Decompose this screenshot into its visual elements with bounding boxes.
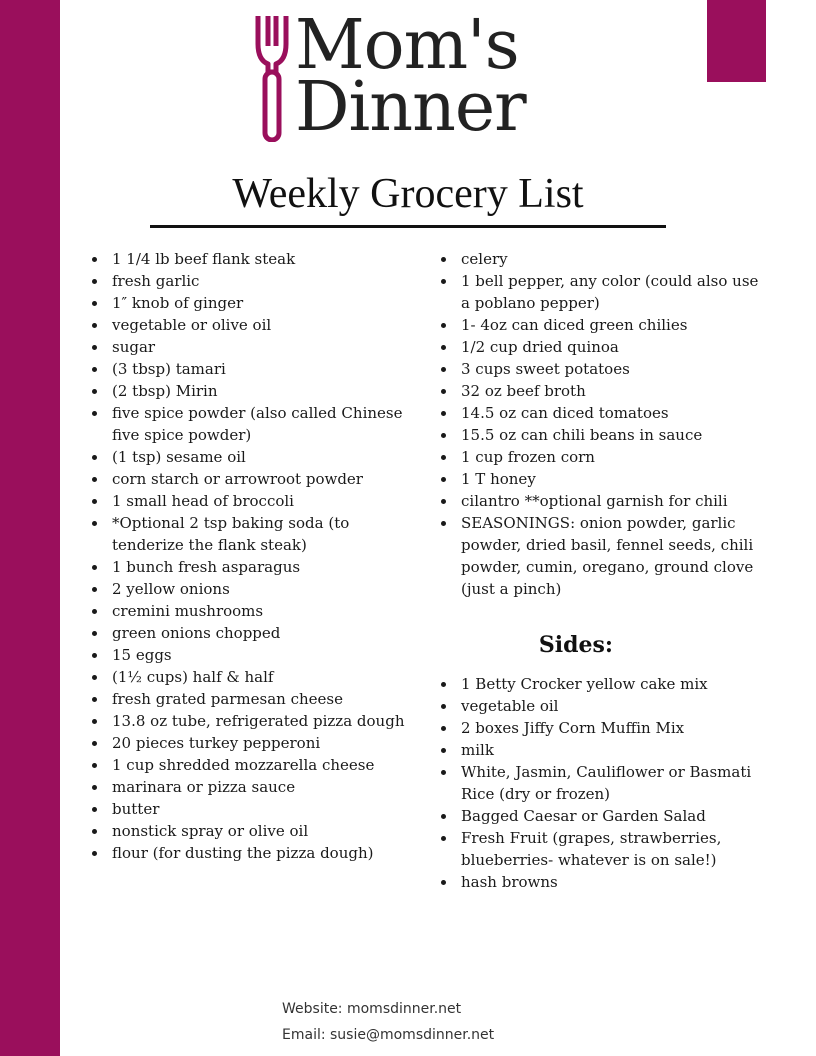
list-item: 32 oz beef broth xyxy=(441,380,771,402)
list-item: 15.5 oz can chili beans in sauce xyxy=(441,424,771,446)
grocery-list-left xyxy=(92,248,422,864)
list-item: 15 eggs xyxy=(92,644,422,666)
title-underline xyxy=(150,225,666,228)
list-item: cilantro **optional garnish for chili xyxy=(441,490,771,512)
list-item: cremini mushrooms xyxy=(92,600,422,622)
list-item: 2 yellow onions xyxy=(92,578,422,600)
list-item: SEASONINGS: onion powder, garlic powder, dried basil, fennel seeds, chili powder, cumin, oregano, ground clove (just a pinch) xyxy=(441,512,771,600)
list-item: marinara or pizza sauce xyxy=(92,776,422,798)
page-title: Weekly Grocery List xyxy=(232,171,584,217)
moms-dinner-logo xyxy=(255,8,575,148)
list-item: White, Jasmin, Cauliflower or Basmati Rice (dry or frozen) xyxy=(441,761,771,805)
list-item: hash browns xyxy=(441,871,771,893)
list-item: 1 small head of broccoli xyxy=(92,490,422,512)
list-item: 2 boxes Jiffy Corn Muffin Mix xyxy=(441,717,771,739)
list-item: sugar xyxy=(92,336,422,358)
list-item: butter xyxy=(92,798,422,820)
sides-heading: Sides: xyxy=(538,632,614,658)
list-item: 14.5 oz can diced tomatoes xyxy=(441,402,771,424)
list-item: green onions chopped xyxy=(92,622,422,644)
list-item: 1- 4oz can diced green chilies xyxy=(441,314,771,336)
list-item: (2 tbsp) Mirin xyxy=(92,380,422,402)
list-item: fresh garlic xyxy=(92,270,422,292)
list-item: (3 tbsp) tamari xyxy=(92,358,422,380)
list-item: (1½ cups) half & half xyxy=(92,666,422,688)
list-item: corn starch or arrowroot powder xyxy=(92,468,422,490)
list-item: fresh grated parmesan cheese xyxy=(92,688,422,710)
fork-icon xyxy=(255,14,289,142)
list-item: 1 T honey xyxy=(441,468,771,490)
list-item: Bagged Caesar or Garden Salad xyxy=(441,805,771,827)
list-item: (1 tsp) sesame oil xyxy=(92,446,422,468)
list-item: celery xyxy=(441,248,771,270)
list-item: 1 Betty Crocker yellow cake mix xyxy=(441,673,771,695)
list-item: *Optional 2 tsp baking soda (to tenderize the flank steak) xyxy=(92,512,422,556)
footer-website: Website: momsdinner.net xyxy=(282,1001,462,1017)
list-item: 1 bell pepper, any color (could also use a poblano pepper) xyxy=(441,270,771,314)
list-item: Fresh Fruit (grapes, strawberries, blueberries- whatever is on sale!) xyxy=(441,827,771,871)
left-accent-bar xyxy=(0,0,60,1056)
list-item: 1 1/4 lb beef flank steak xyxy=(92,248,422,270)
grocery-list-right xyxy=(441,248,771,600)
logo-text-line2: Dinner xyxy=(295,68,526,147)
list-item: 1 bunch fresh asparagus xyxy=(92,556,422,578)
list-item: five spice powder (also called Chinese five spice powder) xyxy=(92,402,422,446)
list-item: 1 cup frozen corn xyxy=(441,446,771,468)
list-item: nonstick spray or olive oil xyxy=(92,820,422,842)
list-item: 1/2 cup dried quinoa xyxy=(441,336,771,358)
footer-email: Email: susie@momsdinner.net xyxy=(282,1027,495,1043)
list-item: 1″ knob of ginger xyxy=(92,292,422,314)
sides-list xyxy=(441,673,771,893)
list-item: 20 pieces turkey pepperoni xyxy=(92,732,422,754)
list-item: milk xyxy=(441,739,771,761)
list-item: flour (for dusting the pizza dough) xyxy=(92,842,422,864)
corner-accent-block xyxy=(707,0,766,82)
list-item: 1 cup shredded mozzarella cheese xyxy=(92,754,422,776)
list-item: 13.8 oz tube, refrigerated pizza dough xyxy=(92,710,422,732)
list-item: vegetable oil xyxy=(441,695,771,717)
list-item: vegetable or olive oil xyxy=(92,314,422,336)
logo-text-line1: Mom's xyxy=(295,6,519,85)
list-item: 3 cups sweet potatoes xyxy=(441,358,771,380)
